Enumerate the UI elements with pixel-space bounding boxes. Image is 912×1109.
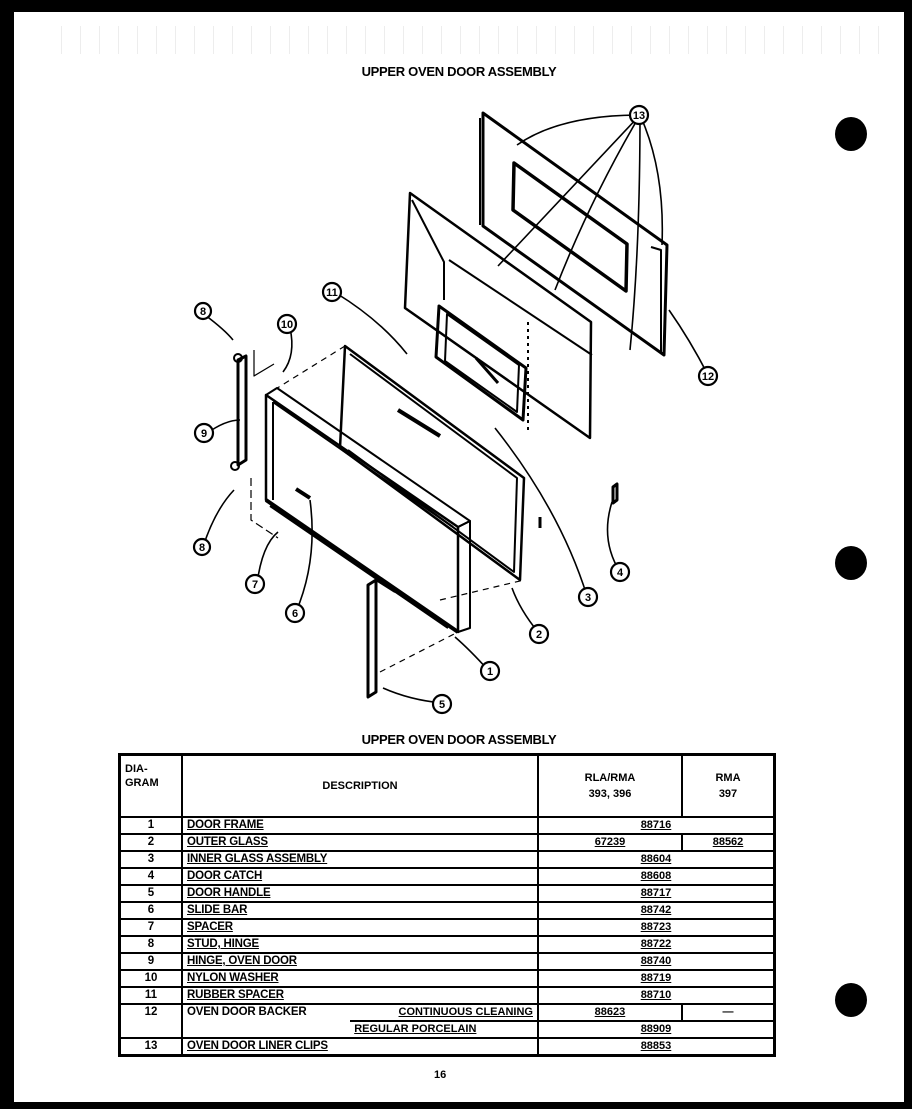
header-diagram: DIA- GRAM bbox=[120, 755, 183, 818]
table-row: 7 SPACER 88723 bbox=[120, 919, 775, 936]
table-row: 3 INNER GLASS ASSEMBLY 88604 bbox=[120, 851, 775, 868]
callout-6: 6 bbox=[291, 608, 299, 620]
door-frame bbox=[266, 346, 524, 672]
slide-bar bbox=[296, 489, 310, 498]
door-liner-panel bbox=[480, 113, 667, 355]
page-number: 16 bbox=[434, 1069, 447, 1081]
callout-8b: 8 bbox=[198, 542, 206, 554]
door-catch bbox=[613, 484, 617, 503]
table-header-row bbox=[120, 755, 775, 818]
header-rma-397: RMA 397 bbox=[682, 755, 775, 818]
table-row: 4 DOOR CATCH 88608 bbox=[120, 868, 775, 885]
table-row: 1 DOOR FRAME 88716 bbox=[120, 817, 775, 834]
callout-2: 2 bbox=[535, 629, 543, 641]
callout-4: 4 bbox=[616, 567, 624, 579]
callout-1: 1 bbox=[486, 666, 494, 678]
parts-page bbox=[14, 12, 904, 1102]
callout-8a: 8 bbox=[199, 306, 207, 318]
binder-hole-top bbox=[835, 117, 867, 151]
table-row: REGULAR PORCELAIN 88909 bbox=[120, 1021, 775, 1038]
table-row: 9 HINGE, OVEN DOOR 88740 bbox=[120, 953, 775, 970]
hinge bbox=[231, 350, 278, 538]
table-row: 12 OVEN DOOR BACKER CONTINUOUS CLEANING 88623 — bbox=[120, 1004, 775, 1021]
door-handle bbox=[368, 580, 395, 697]
table-row: 5 DOOR HANDLE 88717 bbox=[120, 885, 775, 902]
table-row: 2 OUTER GLASS 67239 88562 bbox=[120, 834, 775, 851]
callout-5: 5 bbox=[438, 699, 446, 711]
binder-hole-bottom bbox=[835, 983, 867, 1017]
exploded-diagram bbox=[14, 12, 904, 732]
callout-13: 13 bbox=[632, 110, 646, 122]
callout-11: 11 bbox=[326, 287, 338, 299]
callout-3: 3 bbox=[584, 592, 592, 604]
table-row: 13 OVEN DOOR LINER CLIPS 88853 bbox=[120, 1038, 775, 1056]
diagram-title: UPPER OVEN DOOR ASSEMBLY bbox=[361, 64, 557, 79]
binder-hole-middle bbox=[835, 546, 867, 580]
table-row: 10 NYLON WASHER 88719 bbox=[120, 970, 775, 987]
table-title: UPPER OVEN DOOR ASSEMBLY bbox=[361, 732, 557, 747]
parts-table bbox=[118, 753, 776, 1057]
callout-9: 9 bbox=[200, 428, 208, 440]
callout-12: 12 bbox=[701, 371, 715, 383]
table-row: 6 SLIDE BAR 88742 bbox=[120, 902, 775, 919]
header-rla-rma-393-396: RLA/RMA 393, 396 bbox=[538, 755, 682, 818]
table-row: 8 STUD, HINGE 88722 bbox=[120, 936, 775, 953]
table-row: 11 RUBBER SPACER 88710 bbox=[120, 987, 775, 1004]
callout-10: 10 bbox=[280, 319, 294, 331]
header-description: DESCRIPTION bbox=[182, 755, 538, 818]
inner-glass-assembly bbox=[436, 306, 526, 420]
callout-7: 7 bbox=[251, 579, 259, 591]
